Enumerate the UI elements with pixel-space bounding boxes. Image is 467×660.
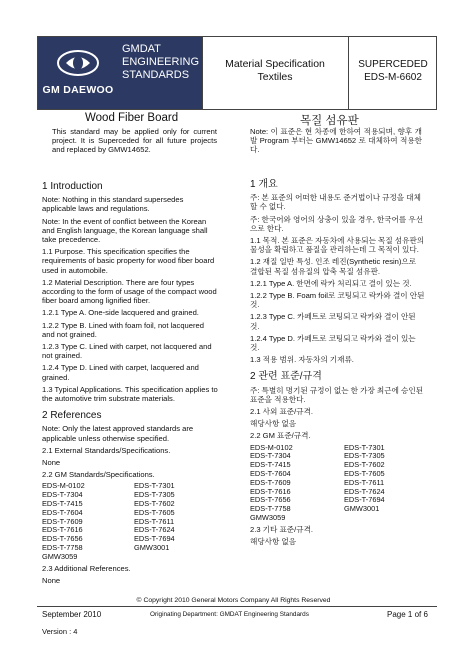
- standard-item: EDS-T-7605: [344, 469, 385, 479]
- section-heading-references: 2 References: [42, 410, 102, 422]
- spec-type: [202, 37, 348, 109]
- paragraph: 1.1 Purpose. This specification specifies the requirements of basic property for wood fiber board used in automobile.: [42, 247, 215, 275]
- standard-item: EDS-T-7694: [134, 534, 175, 544]
- paragraph: 1.1 목적. 본 표준은 자동차에 사용되는 목질 섬유판의 물성을 확립하고 품질을 관리하는데 그 목적이 있다.: [250, 236, 425, 255]
- standards-label: [118, 37, 202, 109]
- standards-line: ENGINEERING: [122, 56, 200, 68]
- standard-item: EDS-T-7616: [250, 486, 291, 496]
- doc-status: SUPERCEDED: [358, 59, 428, 70]
- paragraph: 1.2 재질 일반 특성. 인조 레진(Synthetic resin)으로 결합된 목질 섬유질의 압축 목질 섬유판.: [250, 257, 417, 276]
- paragraph: 주: 특별히 명기된 규정이 없는 한 가장 최근에 승인된 표준을 적용한다.: [250, 385, 424, 404]
- standard-item: EDS-M-0102: [42, 481, 85, 491]
- footer-divider: [37, 606, 437, 607]
- paragraph: 1.3 Typical Applications. This specification applies to the automotive trim substrate materials.: [42, 384, 218, 404]
- paragraph: 2.3 기타 표준/규격.: [250, 524, 314, 534]
- spec-line: Textiles: [257, 71, 293, 83]
- standard-item: EDS-T-7616: [42, 525, 83, 535]
- originating-department: Originating Department: GMDAT Engineering Standards: [150, 611, 309, 618]
- paragraph: 주: 한국어와 영어의 상충이 있을 경우, 한국어를 우선으로 한다.: [250, 214, 424, 233]
- gm-standards-list-ko: [250, 444, 425, 523]
- paragraph: 1.2.2 Type B. Lined with foam foil, not lacquered and not grained.: [42, 320, 204, 339]
- paragraph: 1.3 적용 범위. 자동차의 기재류.: [250, 355, 354, 365]
- standard-item: EDS-T-7611: [344, 477, 385, 487]
- paragraph: 2.2 GM Standards/Specifications.: [42, 470, 155, 480]
- standard-item: GMW3059: [42, 551, 78, 561]
- publication-date: September 2010: [42, 610, 102, 619]
- standard-item: EDS-T-7301: [134, 481, 175, 491]
- paragraph: Note: In the event of conflict between the Korean and English language, the Korean language shall take precedence.: [42, 216, 208, 245]
- document-header: [37, 36, 437, 110]
- section-heading-introduction-ko: 1 개요: [250, 179, 278, 190]
- standard-item: EDS-T-7609: [42, 516, 83, 526]
- standard-item: EDS-T-7415: [250, 460, 291, 470]
- paragraph: 1.2.3 Type C. 카페트로 코팅되고 락카와 결이 안된 것.: [250, 312, 416, 331]
- section-heading-introduction: 1 Introduction: [42, 181, 103, 192]
- standard-item: EDS-T-7602: [134, 499, 175, 509]
- standard-item: EDS-T-7605: [134, 507, 175, 517]
- spec-line: Material Specification: [225, 58, 325, 70]
- version-label: Version : 4: [42, 627, 78, 636]
- standard-item: EDS-T-7604: [42, 507, 83, 517]
- gm-daewoo-logo-icon: [56, 49, 100, 77]
- standard-item: EDS-T-7305: [344, 451, 385, 461]
- doc-number: EDS-M-6602: [364, 72, 422, 83]
- standard-item: EDS-T-7609: [250, 477, 291, 487]
- standard-item: GMW3001: [134, 543, 170, 553]
- paragraph: 2.1 사외 표준/규격.: [250, 407, 314, 417]
- standard-item: EDS-T-7624: [134, 525, 175, 535]
- english-column: [42, 182, 218, 588]
- standard-item: EDS-T-7624: [344, 486, 385, 496]
- standard-item: EDS-T-7758: [250, 504, 291, 514]
- doc-status-block: [349, 37, 437, 109]
- paragraph: 주: 본 표준의 어떠한 내용도 준거법이나 규정을 대체할 수 없다.: [250, 193, 421, 212]
- page-number: Page 1 of 6: [387, 610, 428, 619]
- paragraph: 1.2.2 Type B. Foam foil로 코팅되고 락카와 결이 안된 것.: [250, 291, 425, 310]
- standard-item: GMW3059: [250, 513, 286, 523]
- paragraph: 1.2.4 Type D. 카페트로 코팅되고 락카와 결이 있는 것.: [250, 333, 416, 353]
- intro-note-korean: Note: 이 표준은 현 차종에 한하여 적용되며, 향후 개발 Program 부터는 GMW14652 로 대체하여 적용한다.: [250, 127, 422, 155]
- standard-item: EDS-M-0102: [250, 442, 293, 452]
- standard-item: EDS-T-7758: [42, 543, 83, 553]
- standard-item: EDS-T-7656: [42, 534, 83, 544]
- section-heading-references-ko: 2 관련 표준/규격: [250, 371, 322, 383]
- gm-standards-list: [42, 482, 218, 561]
- paragraph: 1.2.1 Type A. One-side lacquered and grained.: [42, 308, 199, 318]
- intro-note-english: This standard may be applied only for current project. It is Superceded for all future projects and replaced by GMW14652.: [52, 127, 217, 155]
- gm-daewoo-logo: [38, 37, 118, 109]
- paragraph: 1.2 Material Description. There are four types according to the form of usage of the compact wood fiber board among lignified fiber.: [42, 277, 217, 306]
- standards-line: STANDARDS: [122, 69, 190, 81]
- standard-item: EDS-T-7656: [250, 495, 291, 505]
- title-korean: 목질 섬유판: [300, 115, 359, 127]
- paragraph: 1.2.4 Type D. Lined with carpet, lacquered and grained.: [42, 363, 199, 382]
- korean-column: [250, 180, 425, 549]
- paragraph: Note: Nothing in this standard supersedes applicable laws and regulations.: [42, 195, 184, 214]
- paragraph: 해당사항 없음: [250, 537, 297, 547]
- paragraph: None: [42, 575, 61, 585]
- standard-item: EDS-T-7415: [42, 499, 83, 509]
- copyright-notice: © Copyright 2010 General Motors Company All Rights Reserved: [136, 597, 331, 604]
- standard-item: EDS-T-7694: [344, 495, 385, 505]
- standard-item: EDS-T-7611: [134, 516, 175, 526]
- paragraph: None: [42, 458, 61, 468]
- title-english: Wood Fiber Board: [85, 112, 179, 124]
- paragraph: 해당사항 없음: [250, 419, 297, 429]
- standard-item: EDS-T-7301: [344, 442, 385, 452]
- paragraph: Note: Only the latest approved standards are applicable unless otherwise specified.: [42, 424, 194, 443]
- paragraph: 2.2 GM 표준/규격.: [250, 431, 311, 441]
- standards-line: GMDAT: [122, 43, 161, 55]
- standard-item: GMW3001: [344, 504, 380, 514]
- standard-item: EDS-T-7602: [344, 460, 385, 470]
- paragraph: 1.2.1 Type A. 한면에 락카 처리되고 결이 있는 것.: [250, 278, 412, 288]
- standard-item: EDS-T-7305: [134, 490, 175, 500]
- standard-item: EDS-T-7304: [42, 490, 83, 500]
- standard-item: EDS-T-7604: [250, 469, 291, 479]
- paragraph: 2.1 External Standards/Specifications.: [42, 445, 171, 455]
- paragraph: 2.3 Additional References.: [42, 563, 131, 573]
- brand-name: GM DAEWOO: [42, 84, 114, 96]
- paragraph: 1.2.3 Type C. Lined with carpet, not lacquered and not grained.: [42, 342, 212, 361]
- standard-item: EDS-T-7304: [250, 451, 291, 461]
